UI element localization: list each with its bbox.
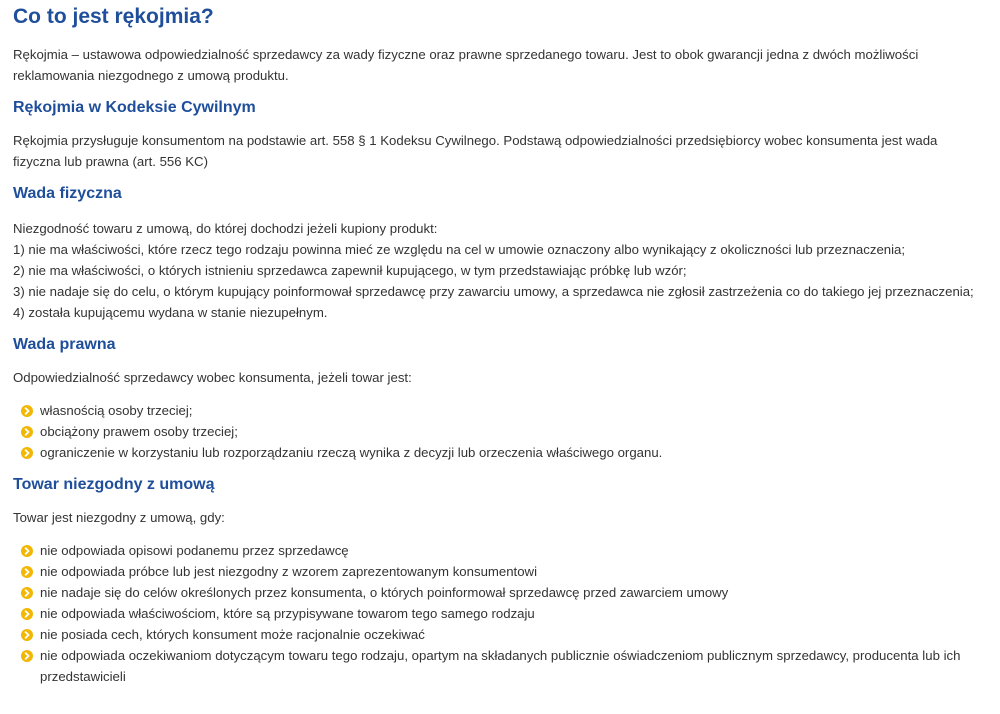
physical-item: 3) nie nadaje się do celu, o którym kupujący poinformował sprzedawcę przy zawarciu umowy, a sprzedawca nie zgłosił zastrzeżenia co do takiego jej przeznaczenia; — [13, 284, 974, 299]
legal-lead: Odpowiedzialność sprzedawcy wobec konsumenta, jeżeli towar jest: — [13, 370, 412, 385]
list-item-text: nie odpowiada oczekiwaniom dotyczącym towaru tego rodzaju, opartym na składanych publicznie oświadczeniom publicznym sprzedawcy, producenta lub ich przedstawicieli — [40, 648, 961, 684]
kc-paragraph: Rękojmia przysługuje konsumentom na podstawie art. 558 § 1 Kodeksu Cywilnego. Podstawą odpowiedzialności przedsiębiorcy wobec konsumenta jest wada fizyczna lub prawna (art. 556 KC) — [13, 133, 938, 169]
chevron-right-circle-icon — [21, 447, 33, 459]
list-item-text: ograniczenie w korzystaniu lub rozporządzaniu rzeczą wynika z decyzji lub orzeczenia właściwego organu. — [40, 445, 663, 460]
nonconforming-lead: Towar jest niezgodny z umową, gdy: — [13, 510, 225, 525]
list-item-text: nie nadaje się do celów określonych przez konsumenta, o których poinformował sprzedawcę przed zawarciem umowy — [40, 585, 729, 600]
section-heading-nonconforming: Towar niezgodny z umową — [13, 476, 215, 493]
list-item-text: nie odpowiada właściwościom, które są przypisywane towarom tego samego rodzaju — [40, 606, 535, 621]
chevron-right-circle-icon — [21, 545, 33, 557]
list-item-text: nie posiada cech, których konsument może racjonalnie oczekiwać — [40, 627, 425, 642]
section-heading-legal: Wada prawna — [13, 336, 116, 353]
chevron-right-circle-icon — [21, 608, 33, 620]
list-item-text: obciążony prawem osoby trzeciej; — [40, 424, 238, 439]
nonconforming-list — [13, 540, 986, 687]
chevron-right-circle-icon — [21, 629, 33, 641]
physical-defect-block — [13, 218, 986, 323]
physical-lead: Niezgodność towaru z umową, do której dochodzi jeżeli kupiony produkt: — [13, 221, 438, 236]
list-item — [13, 561, 986, 582]
chevron-right-circle-icon — [21, 650, 33, 662]
section-heading-physical: Wada fizyczna — [13, 185, 122, 202]
chevron-right-circle-icon — [21, 587, 33, 599]
intro-paragraph: Rękojmia – ustawowa odpowiedzialność sprzedawcy za wady fizyczne oraz prawne sprzedanego towaru. Jest to obok gwarancji jedna z dwóch możliwości reklamowania niezgodnego z umową produktu. — [13, 47, 919, 83]
list-item — [13, 603, 986, 624]
list-item — [13, 645, 986, 687]
list-item — [13, 421, 986, 442]
list-item — [13, 400, 986, 421]
list-item — [13, 582, 986, 603]
chevron-right-circle-icon — [21, 566, 33, 578]
physical-item: 1) nie ma właściwości, które rzecz tego rodzaju powinna mieć ze względu na cel w umowie oznaczony albo wynikający z okoliczności lub przeznaczenia; — [13, 242, 906, 257]
section-heading-kc: Rękojmia w Kodeksie Cywilnym — [13, 99, 256, 116]
list-item-text: własnością osoby trzeciej; — [40, 403, 193, 418]
list-item — [13, 540, 986, 561]
page-title: Co to jest rękojmia? — [13, 5, 214, 28]
physical-item: 4) została kupującemu wydana w stanie niezupełnym. — [13, 305, 328, 320]
list-item — [13, 624, 986, 645]
physical-item: 2) nie ma właściwości, o których istnieniu sprzedawca zapewnił kupującego, w tym przedstawiając próbkę lub wzór; — [13, 263, 687, 278]
legal-defect-list — [13, 400, 986, 463]
list-item-text: nie odpowiada próbce lub jest niezgodny z wzorem zaprezentowanym konsumentowi — [40, 564, 538, 579]
chevron-right-circle-icon — [21, 426, 33, 438]
chevron-right-circle-icon — [21, 405, 33, 417]
list-item-text: nie odpowiada opisowi podanemu przez sprzedawcę — [40, 543, 349, 558]
list-item — [13, 442, 986, 463]
